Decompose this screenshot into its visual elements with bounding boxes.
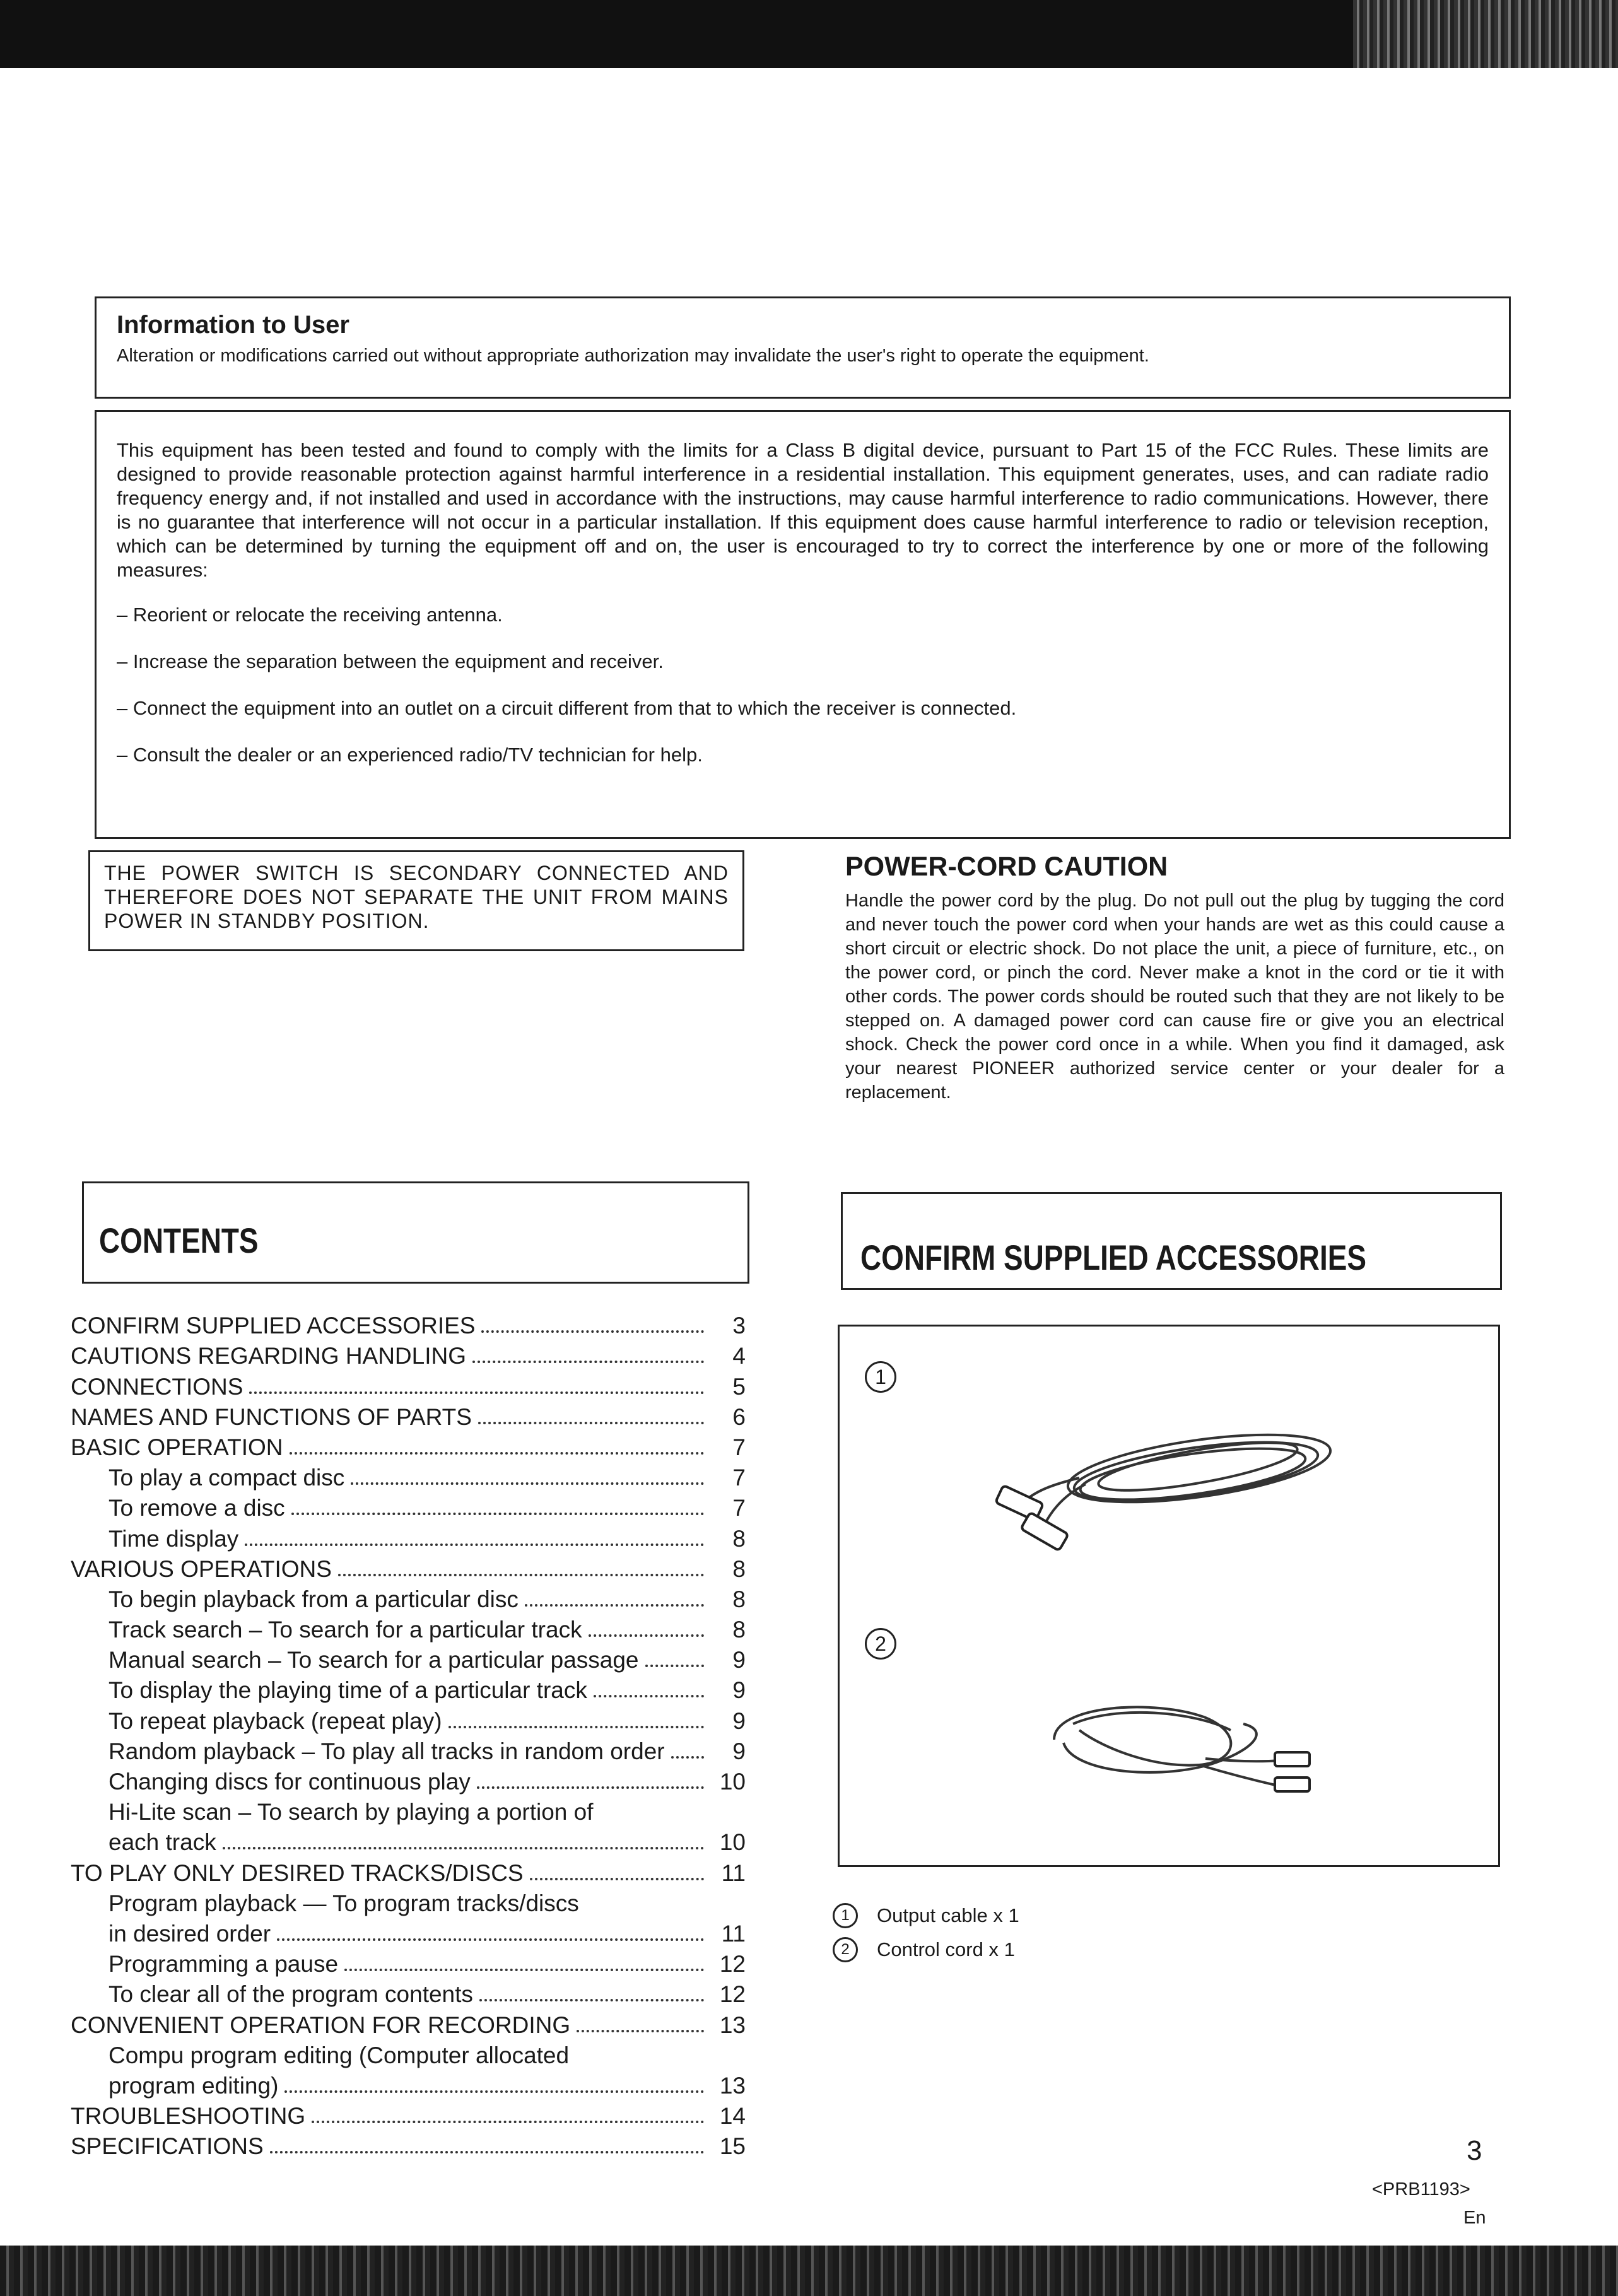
accessory-number-badge: 2 <box>833 1937 858 1962</box>
top-scan-bar-noise <box>1353 0 1618 68</box>
toc-entry <box>71 2099 746 2129</box>
page-number: 3 <box>1467 2135 1482 2166</box>
toc-entry <box>71 2008 746 2038</box>
toc-entry <box>71 1491 746 1521</box>
toc-entry <box>71 1309 746 1339</box>
accessory-label: Control cord x 1 <box>877 1938 1015 1960</box>
power-cord-caution-text: Handle the power cord by the plug. Do not pull out the plug by tugging the cord and never touch the power cord when your hands are wet as this could cause a short circuit or electric shock. Do not place the unit, a piece of furniture, etc., on the power cord, or pinch the cord. Never make a knot in the cord or tie it with other cords. The power cords should be routed such that they are not likely to be stepped on. A damaged power cord can cause fire or give you an electrical shock. Check the power cord once in a while. When you find it damaged, ask your nearest PIONEER authorized service center or your dealer for a replacement. <box>845 891 1504 1103</box>
information-to-user-title: Information to User <box>117 311 349 339</box>
toc-entry <box>71 1917 746 1947</box>
toc-entry-label: Program playback — To program tracks/discs <box>108 1890 579 1916</box>
toc-entry-label: Hi-Lite scan – To search by playing a portion of <box>108 1799 594 1825</box>
toc-entry-label: Changing discs for continuous play <box>108 1769 471 1795</box>
toc-entry-page: 3 <box>732 1313 746 1339</box>
toc-entry-label: Track search – To search for a particular track <box>108 1617 582 1643</box>
fcc-statement-text: This equipment has been tested and found to comply with the limits for a Class B digital device, pursuant to Part 15 of the FCC Rules. These limits are designed to provide reasonable protection against harmful interference in a residential installation. This equipment generates, uses, and can radiate radio frequency energy and, if not installed and used in accordance with the instructions, may cause harmful interference to radio communications. However, there is no guarantee that interference will not occur in a particular installation. If this equipment does cause harmful interference to radio or television reception, which can be determined by turning the equipment off and on, the user is encouraged to try to correct the interference by one or more of the following measures: <box>117 439 1489 581</box>
toc-entry-label: To display the playing time of a particular track <box>108 1677 587 1704</box>
toc-leader-dots <box>223 1847 704 1849</box>
toc-entry-label: Random playback – To play all tracks in random order <box>108 1738 665 1764</box>
information-to-user-box <box>95 296 1511 399</box>
toc-entry <box>71 1856 746 1886</box>
table-of-contents <box>71 1309 746 2160</box>
toc-entry <box>71 1735 746 1765</box>
power-switch-note: THE POWER SWITCH IS SECONDARY CONNECTED AND THEREFORE DOES NOT SEPARATE THE UNIT FROM MAINS POWER IN STANDBY POSITION. <box>104 862 729 932</box>
accessory-number-badge: 2 <box>865 1628 896 1660</box>
list-item <box>833 1899 1400 1933</box>
toc-entry-page: 5 <box>732 1373 746 1400</box>
toc-leader-dots <box>245 1543 704 1546</box>
contents-heading-box <box>82 1181 749 1284</box>
language-code: En <box>1463 2208 1486 2228</box>
toc-leader-dots <box>525 1604 704 1607</box>
toc-entry-page: 12 <box>719 1981 746 2008</box>
toc-entry <box>71 1977 746 2008</box>
power-cord-caution-title: POWER-CORD CAUTION <box>845 852 1168 882</box>
information-to-user-text: Alteration or modifications carried out without appropriate authorization may invalidate the user's right to operate the equipment. <box>117 346 1149 366</box>
toc-leader-dots <box>290 1452 705 1455</box>
toc-entry-label: SPECIFICATIONS <box>71 2133 264 2160</box>
toc-leader-dots <box>291 1513 704 1515</box>
toc-entry-page: 8 <box>732 1586 746 1612</box>
toc-entry-label: TROUBLESHOOTING <box>71 2103 306 2129</box>
toc-entry-label: Time display <box>108 1525 239 1552</box>
toc-entry-label: CONVENIENT OPERATION FOR RECORDING <box>71 2012 571 2038</box>
toc-entry-label: VARIOUS OPERATIONS <box>71 1555 332 1582</box>
toc-entry <box>71 1369 746 1400</box>
toc-leader-dots <box>338 1574 704 1576</box>
toc-leader-dots <box>478 1422 704 1424</box>
accessories-list <box>833 1899 1400 1967</box>
top-scan-bar <box>0 0 1618 68</box>
toc-entry <box>71 1673 746 1704</box>
toc-entry <box>71 1613 746 1643</box>
toc-leader-dots <box>270 2151 704 2153</box>
toc-entry-label: To begin playback from a particular disc <box>108 1586 519 1612</box>
toc-entry-label: each track <box>108 1829 216 1856</box>
toc-leader-dots <box>344 1969 704 1971</box>
toc-entry-page: 8 <box>732 1525 746 1552</box>
bottom-scan-bar <box>0 2246 1618 2296</box>
toc-entry <box>71 1583 746 1613</box>
toc-entry-label: To play a compact disc <box>108 1465 345 1491</box>
toc-entry-label: program editing) <box>108 2072 279 2099</box>
toc-leader-dots <box>589 1634 704 1637</box>
fcc-measure: – Reorient or relocate the receiving antenna. <box>117 604 503 626</box>
toc-entry <box>71 1552 746 1583</box>
toc-entry-page: 7 <box>732 1465 746 1491</box>
accessory-number-badge: 1 <box>865 1361 896 1393</box>
toc-leader-dots <box>671 1756 704 1759</box>
toc-leader-dots <box>472 1361 704 1363</box>
fcc-measure: – Consult the dealer or an experienced radio/TV technician for help. <box>117 744 703 766</box>
toc-entry-label: Compu program editing (Computer allocated <box>108 2042 570 2068</box>
toc-leader-dots <box>479 1999 704 2001</box>
fcc-measure: – Connect the equipment into an outlet on a circuit different from that to which the receiver is connected. <box>117 697 1017 719</box>
toc-entry <box>71 2069 746 2099</box>
toc-entry-page: 8 <box>732 1617 746 1643</box>
toc-entry-page: 4 <box>732 1343 746 1369</box>
fcc-measure: – Increase the separation between the equipment and receiver. <box>117 650 664 672</box>
toc-entry <box>71 1643 746 1673</box>
toc-entry-page: 9 <box>732 1647 746 1673</box>
toc-entry-label: CAUTIONS REGARDING HANDLING <box>71 1343 467 1369</box>
toc-leader-dots <box>594 1695 704 1697</box>
toc-entry-page: 13 <box>719 2072 746 2099</box>
toc-entry-label: NAMES AND FUNCTIONS OF PARTS <box>71 1403 472 1430</box>
toc-entry-page: 7 <box>732 1495 746 1521</box>
accessories-heading-box <box>841 1192 1502 1290</box>
toc-entry-label: TO PLAY ONLY DESIRED TRACKS/DISCS <box>71 1860 524 1886</box>
toc-entry <box>71 2039 746 2069</box>
toc-entry-page: 10 <box>719 1769 746 1795</box>
toc-leader-dots <box>577 2030 704 2032</box>
toc-entry <box>71 1704 746 1734</box>
toc-entry <box>71 1825 746 1856</box>
power-cord-caution <box>845 852 1504 1104</box>
toc-entry-page: 13 <box>719 2012 746 2038</box>
toc-entry-page: 12 <box>719 1951 746 1977</box>
toc-entry <box>71 1947 746 1977</box>
toc-entry <box>71 1339 746 1369</box>
toc-entry <box>71 1521 746 1552</box>
control-cord-illustration <box>1029 1680 1319 1812</box>
toc-entry-page: 9 <box>732 1738 746 1764</box>
accessory-label: Output cable x 1 <box>877 1904 1019 1926</box>
toc-entry-page: 9 <box>732 1677 746 1704</box>
document-code: <PRB1193> <box>1372 2179 1470 2199</box>
toc-entry-page: 15 <box>719 2133 746 2160</box>
toc-leader-dots <box>448 1726 704 1728</box>
toc-entry-page: 6 <box>732 1403 746 1430</box>
toc-entry-page: 11 <box>721 1860 746 1886</box>
toc-leader-dots <box>645 1665 704 1667</box>
toc-leader-dots <box>249 1391 704 1394</box>
toc-entry-label: To clear all of the program contents <box>108 1981 473 2008</box>
toc-entry <box>71 1765 746 1795</box>
toc-entry-page: 9 <box>732 1707 746 1734</box>
contents-heading: CONTENTS <box>99 1221 259 1260</box>
toc-leader-dots <box>284 2090 704 2093</box>
toc-leader-dots <box>481 1330 704 1333</box>
accessory-number-badge: 1 <box>833 1903 858 1928</box>
accessories-illustration <box>838 1325 1500 1867</box>
toc-leader-dots <box>312 2121 704 2123</box>
toc-entry-label: CONFIRM SUPPLIED ACCESSORIES <box>71 1313 476 1339</box>
toc-entry-label: Programming a pause <box>108 1951 339 1977</box>
toc-entry <box>71 1431 746 1461</box>
toc-entry <box>71 1795 746 1825</box>
toc-entry <box>71 1400 746 1431</box>
output-cable-illustration <box>985 1409 1338 1560</box>
fcc-statement-box <box>95 410 1511 839</box>
toc-entry <box>71 1461 746 1491</box>
toc-leader-dots <box>477 1786 704 1789</box>
toc-entry-label: To remove a disc <box>108 1495 285 1521</box>
toc-entry-label: To repeat playback (repeat play) <box>108 1707 442 1734</box>
list-item <box>833 1933 1400 1967</box>
power-switch-note-box <box>88 850 744 951</box>
toc-entry-page: 10 <box>719 1829 746 1856</box>
toc-entry-label: BASIC OPERATION <box>71 1434 283 1460</box>
toc-entry <box>71 2129 746 2160</box>
toc-leader-dots <box>277 1938 704 1941</box>
toc-leader-dots <box>351 1482 704 1485</box>
toc-entry-page: 8 <box>732 1555 746 1582</box>
toc-entry-label: Manual search – To search for a particular passage <box>108 1647 639 1673</box>
toc-leader-dots <box>530 1878 704 1880</box>
toc-entry-label: in desired order <box>108 1920 271 1947</box>
toc-entry-page: 14 <box>719 2103 746 2129</box>
accessories-heading: CONFIRM SUPPLIED ACCESSORIES <box>860 1238 1366 1277</box>
toc-entry-page: 7 <box>732 1434 746 1460</box>
toc-entry <box>71 1887 746 1917</box>
toc-entry-page: 11 <box>721 1920 746 1947</box>
toc-entry-label: CONNECTIONS <box>71 1373 243 1400</box>
